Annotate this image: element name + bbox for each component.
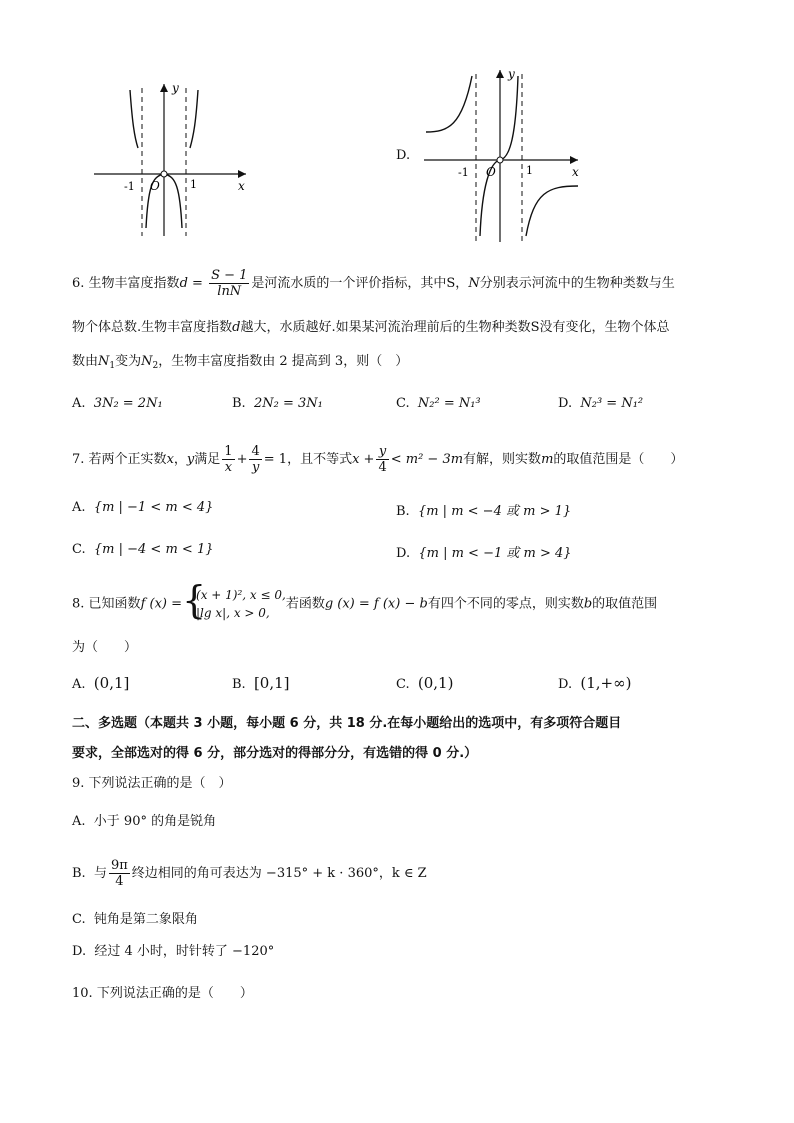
q6-option-b-text: 2N₂ = 3N₁ bbox=[253, 396, 323, 411]
q9-option-b-frac bbox=[109, 858, 130, 889]
q8-option-d-label: D. bbox=[558, 677, 573, 692]
q6-option-a[interactable] bbox=[72, 396, 163, 411]
q7-frac3-den: 4 bbox=[378, 460, 387, 475]
q6-frac-num: S − 1 bbox=[211, 268, 248, 283]
q8-text4: 的取值范围 bbox=[592, 596, 658, 612]
q6-N1: N bbox=[98, 354, 110, 369]
x-axis-arrow bbox=[238, 170, 246, 178]
q6-option-b-label: B. bbox=[232, 396, 246, 411]
q8-option-d[interactable] bbox=[558, 674, 631, 692]
q7-frac1 bbox=[222, 444, 234, 475]
y-label: y bbox=[508, 67, 515, 81]
graph-right bbox=[418, 66, 588, 244]
q8-option-b-label: B. bbox=[232, 677, 246, 692]
graph-left bbox=[86, 78, 256, 238]
q6-option-b[interactable] bbox=[232, 396, 323, 411]
q6-option-a-label: A. bbox=[72, 396, 86, 411]
option-d-label: D. bbox=[396, 148, 411, 163]
q9-option-c-label: C. bbox=[72, 912, 86, 927]
q7-option-c-text: {m | −4 < m < 1} bbox=[93, 542, 214, 557]
q9-option-c-text: 钝角是第二象限角 bbox=[93, 912, 198, 927]
q8-option-b-text: [0,1] bbox=[253, 674, 290, 692]
q9-option-b-text2: 终边相同的角可表达为 −315° + k · 360°，k ∈ Z bbox=[131, 866, 427, 881]
curve-left-branch bbox=[426, 76, 472, 132]
curve-left-upper bbox=[130, 90, 138, 148]
pos-one-label: 1 bbox=[526, 164, 533, 177]
q8-text3: 有四个不同的零点，则实数 bbox=[427, 596, 584, 612]
q8-option-a-text: (0,1] bbox=[93, 674, 130, 692]
q8-brace: { bbox=[182, 578, 207, 622]
y-axis-arrow bbox=[160, 84, 168, 92]
q8-number: 8. bbox=[72, 596, 85, 612]
q6-option-a-text: 3N₂ = 2N₁ bbox=[93, 396, 163, 411]
q6-fraction bbox=[209, 268, 249, 299]
q8-b: b bbox=[583, 596, 593, 612]
q8-option-c-label: C. bbox=[396, 677, 410, 692]
q7-text4: 有解，则实数 bbox=[463, 452, 542, 467]
q7-eq1: = 1 bbox=[263, 452, 288, 467]
q7-m: m bbox=[541, 452, 554, 467]
q9-option-a-text: 小于 90° 的角是锐角 bbox=[93, 814, 217, 829]
x-axis-arrow bbox=[570, 156, 578, 164]
q7-xp: x + bbox=[352, 452, 375, 467]
x-label: x bbox=[238, 179, 245, 193]
q8-gx: g (x) = f (x) − b bbox=[324, 596, 428, 612]
q9-option-b-text1: 与 bbox=[93, 866, 107, 881]
q9-option-b[interactable] bbox=[72, 858, 427, 889]
q9-number: 9. bbox=[72, 776, 85, 791]
curve-middle bbox=[480, 76, 518, 236]
q7-option-a[interactable] bbox=[72, 500, 213, 515]
q6-N: N bbox=[468, 276, 480, 291]
neg-one-label: -1 bbox=[458, 166, 469, 179]
q7-option-d-label: D. bbox=[396, 546, 411, 561]
q7-line1 bbox=[72, 444, 683, 475]
q8-option-d-text: (1,+∞) bbox=[580, 674, 632, 692]
q7-frac1-den: x bbox=[224, 460, 233, 475]
q6-text1: 生物丰富度指数 bbox=[88, 276, 180, 291]
q7-option-b-label: B. bbox=[396, 504, 410, 519]
curve-right-branch bbox=[526, 186, 578, 236]
q7-option-d[interactable] bbox=[396, 542, 572, 561]
q9-option-b-label: B. bbox=[72, 866, 86, 881]
q9-frac-num: 9π bbox=[110, 858, 128, 873]
q9-stem-text: 下列说法正确的是（ ） bbox=[88, 776, 232, 791]
q9-option-a-label: A. bbox=[72, 814, 86, 829]
q7-plus: + bbox=[236, 452, 248, 467]
q7-ineq: < m² − 3m bbox=[390, 452, 464, 467]
origin-point bbox=[161, 171, 167, 177]
origin-point bbox=[497, 157, 503, 163]
q7-y: y bbox=[186, 452, 195, 467]
section2-heading-line2: 要求，全部选对的得 6 分，部分选对的得部分分，有选错的得 0 分.） bbox=[72, 746, 478, 761]
q6-d2: d bbox=[232, 320, 241, 335]
q9-option-d[interactable] bbox=[72, 942, 274, 962]
q8-option-a[interactable] bbox=[72, 674, 129, 692]
q7-frac3-num: y bbox=[376, 444, 388, 460]
q7-option-d-text: {m | m < −1 或 m > 4} bbox=[418, 546, 572, 561]
q6-option-d-text: N₂³ = N₁² bbox=[580, 396, 644, 411]
q7-comma: ， bbox=[173, 452, 187, 467]
q7-option-a-label: A. bbox=[72, 500, 86, 515]
q8-case2: |lg x|, x > 0, bbox=[196, 606, 270, 620]
q6-eq: = bbox=[187, 276, 208, 291]
q7-option-b-text: {m | m < −4 或 m > 1} bbox=[417, 504, 572, 519]
q6-number: 6. bbox=[72, 276, 85, 291]
q8-option-c-text: (0,1) bbox=[417, 674, 454, 692]
q6-option-d[interactable] bbox=[558, 396, 643, 411]
q7-option-c-label: C. bbox=[72, 542, 86, 557]
origin-label: O bbox=[150, 179, 160, 193]
q7-frac2-num: 4 bbox=[251, 444, 260, 459]
q8-option-a-label: A. bbox=[72, 677, 86, 692]
curve-right-upper bbox=[190, 90, 198, 148]
q9-option-c[interactable] bbox=[72, 910, 198, 930]
q6-line2 bbox=[72, 318, 670, 338]
q6-line2b: 越大，水质越好.如果某河流治理前后的生物种类数S没有变化，生物个体总 bbox=[240, 320, 670, 335]
q7-frac2-den: y bbox=[251, 460, 260, 475]
q9-frac-den: 4 bbox=[115, 874, 124, 889]
q6-frac-den: lnN bbox=[217, 284, 242, 299]
q6-sub1: 1 bbox=[109, 361, 116, 371]
q7-frac1-num: 1 bbox=[224, 444, 233, 459]
q6-line3 bbox=[72, 352, 408, 376]
pos-one-label: 1 bbox=[190, 178, 197, 191]
q6-line3a: 数由 bbox=[72, 354, 99, 369]
q8-option-c[interactable] bbox=[396, 674, 453, 692]
q7-option-c[interactable] bbox=[72, 542, 213, 557]
q6-text2: 是河流水质的一个评价指标，其中S， bbox=[251, 276, 469, 291]
q7-text5: 的取值范围是（ ） bbox=[553, 452, 684, 467]
q7-frac2 bbox=[249, 444, 261, 475]
q6-line2a: 物个体总数.生物丰富度指数 bbox=[72, 320, 233, 335]
q7-text1: 若两个正实数 bbox=[88, 452, 167, 467]
y-label: y bbox=[172, 81, 179, 95]
q8-text1: 已知函数 bbox=[88, 596, 141, 612]
graph-left-axes bbox=[94, 84, 246, 236]
origin-label: O bbox=[486, 165, 496, 179]
q6-line1 bbox=[72, 268, 675, 299]
q6-option-c-label: C. bbox=[396, 396, 410, 411]
q8-text2: 若函数 bbox=[285, 596, 325, 612]
q9-option-a[interactable] bbox=[72, 812, 216, 832]
q7-frac3 bbox=[376, 444, 388, 475]
q8-line2: 为（ ） bbox=[72, 640, 138, 655]
q8-piecewise bbox=[182, 578, 286, 622]
q7-text2: 满足 bbox=[194, 452, 221, 467]
q10-stem bbox=[72, 984, 253, 1004]
q9-option-d-text: 经过 4 小时，时针转了 −120° bbox=[94, 944, 275, 959]
q8-fx: f (x) = bbox=[140, 596, 183, 612]
q7-x: x bbox=[166, 452, 174, 467]
q6-line3b: 变为 bbox=[115, 354, 142, 369]
q9-stem bbox=[72, 774, 232, 794]
q8-option-b[interactable] bbox=[232, 674, 290, 692]
neg-one-label: -1 bbox=[124, 180, 135, 193]
q6-text3: 分别表示河流中的生物种类数与生 bbox=[479, 276, 675, 291]
q10-number: 10. bbox=[72, 986, 93, 1001]
q7-number: 7. bbox=[72, 452, 85, 467]
q8-line1 bbox=[72, 578, 658, 622]
x-label: x bbox=[572, 165, 579, 179]
y-axis-arrow bbox=[496, 70, 504, 78]
q7-text3: ，且不等式 bbox=[287, 452, 353, 467]
q6-option-d-label: D. bbox=[558, 396, 573, 411]
q6-line3c: ，生物丰富度指数由 2 提高到 3，则（ ） bbox=[158, 354, 409, 369]
q8-case1: (x + 1)², x ≤ 0, bbox=[196, 588, 286, 602]
q6-option-c[interactable] bbox=[396, 396, 481, 411]
q6-d: d bbox=[179, 276, 188, 291]
q7-option-b[interactable] bbox=[396, 500, 571, 519]
q6-option-c-text: N₂² = N₁³ bbox=[417, 396, 481, 411]
q6-N2: N bbox=[141, 354, 153, 369]
section2-heading-line1: 二、多选题（本题共 3 小题，每小题 6 分，共 18 分.在每小题给出的选项中，有多项符合题目 bbox=[72, 716, 622, 731]
q10-stem-text: 下列说法正确的是（ ） bbox=[96, 986, 253, 1001]
q7-option-a-text: {m | −1 < m < 4} bbox=[93, 500, 214, 515]
q9-option-d-label: D. bbox=[72, 944, 87, 959]
q6-sub2: 2 bbox=[152, 361, 159, 371]
